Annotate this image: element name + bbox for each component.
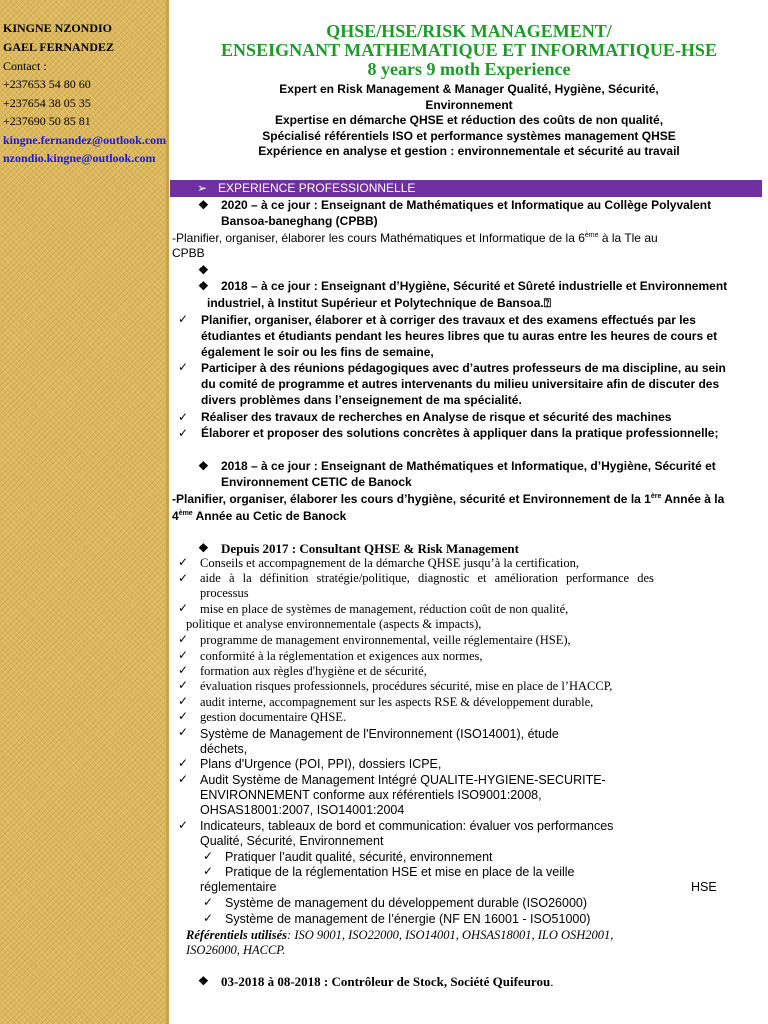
check-icon: ✓ <box>178 818 189 832</box>
references-line2: ISO26000, HACCP. <box>186 943 286 957</box>
phone-3: +237690 50 85 81 <box>3 114 91 128</box>
diamond-icon: ❖ <box>198 541 209 555</box>
exp4-item: gestion documentaire QHSE. <box>200 710 347 724</box>
exp2-bullet1-line1: Planifier, organiser, élaborer et à corriger des travaux et des examens effectués par les <box>201 313 696 327</box>
title-line1: QHSE/HSE/RISK MANAGEMENT/ <box>326 21 612 41</box>
check-icon: ✓ <box>178 709 189 723</box>
summary <box>170 82 768 160</box>
exp4-sub-item: Pratique de la réglementation HSE et mise en place de la veille <box>225 865 575 879</box>
exp4-sub-item: Système de management du développement durable (ISO26000) <box>225 896 588 910</box>
check-icon: ✓ <box>178 632 189 646</box>
check-icon: ✓ <box>178 725 189 739</box>
diamond-icon: ❖ <box>198 263 209 277</box>
exp3-title-line1: 2018 – à ce jour : Enseignant de Mathématiques et Informatique, d’Hygiène, Sécurité et <box>221 459 716 473</box>
exp4-item: Conseils et accompagnement de la démarche QHSE jusqu’à la certification, <box>200 556 580 570</box>
contact-label: Contact : <box>3 59 47 73</box>
exp4-iso-item: Plans d'Urgence (POI, PPI), dossiers ICPE, <box>200 757 442 771</box>
exp4-iso-item: Indicateurs, tableaux de bord et communication: évaluer vos performances <box>200 819 614 833</box>
name-line1: KINGNE NZONDIO <box>3 21 113 35</box>
section-header-experience <box>170 180 762 197</box>
check-icon: ✓ <box>178 410 189 424</box>
check-icon: ✓ <box>178 756 189 770</box>
section-label: EXPERIENCE PROFESSIONNELLE <box>218 181 416 195</box>
exp2-bullet2-line2: du comité de programme et autres intervenants du milieu universitaire afin de discuter des <box>201 377 720 391</box>
check-icon: ✓ <box>178 648 189 662</box>
check-icon: ✓ <box>178 426 189 440</box>
exp1-title-line1: 2020 – à ce jour : Enseignant de Mathématiques et Informatique au Collège Polyvalent <box>221 198 712 212</box>
check-icon: ✓ <box>178 601 189 615</box>
diamond-icon: ❖ <box>198 198 209 212</box>
title-line2: ENSEIGNANT MATHEMATIQUE ET INFORMATIQUE-HSE <box>221 40 717 60</box>
exp4-sub-item: Pratiquer l’audit qualité, sécurité, environnement <box>225 850 493 864</box>
summary-line: Environnement <box>425 97 513 112</box>
exp2-bullet1-line3: également le soir ou les fins de semaine, <box>201 345 434 359</box>
exp4-item: mise en place de systèmes de management, réduction coût de non qualité, <box>200 602 569 616</box>
exp5-title: 03-2018 à 08-2018 : Contrôleur de Stock, Société Quifeurou. <box>221 974 554 989</box>
email-link-1[interactable]: kingne.fernandez@outlook.com <box>3 133 167 147</box>
exp4-item: politique et analyse environnementale (aspects & impacts), <box>186 617 482 631</box>
diamond-icon: ❖ <box>198 279 209 293</box>
exp4-sub-item: HSE <box>691 880 717 894</box>
exp1-desc-line1: -Planifier, organiser, élaborer les cours Mathématiques et Informatique de la 6ème à la Tle au <box>172 231 658 245</box>
exp4-iso-item: déchets, <box>200 742 248 756</box>
check-icon: ✓ <box>203 895 214 909</box>
summary-line: Spécialisé référentiels ISO et performance systèmes management QHSE <box>262 128 676 143</box>
summary-line: Expertise en démarche QHSE et réduction des coûts de non qualité, <box>274 113 664 127</box>
check-icon: ✓ <box>203 911 214 925</box>
exp3-title-line2: Environnement CETIC de Banock <box>221 475 412 489</box>
check-icon: ✓ <box>178 772 189 786</box>
exp3-desc-line2: 4ème Année au Cetic de Banock <box>172 509 347 523</box>
arrow-icon: ➢ <box>197 181 208 195</box>
email-link-2[interactable]: nzondio.kingne@outlook.com <box>3 151 156 165</box>
exp4-item: aide à la définition stratégie/politique, diagnostic et amélioration performance des <box>200 571 654 585</box>
exp4-item: évaluation risques professionnels, procédures sécurité, mise en place de l’HACCP, <box>200 679 613 693</box>
diamond-icon: ❖ <box>198 459 209 473</box>
exp4-item: formation aux règles d'hygiène et de sécurité, <box>200 664 427 678</box>
check-icon: ✓ <box>178 555 189 569</box>
phone-1: +237653 54 80 60 <box>3 77 91 91</box>
exp2-bullet3: Réaliser des travaux de recherches en Analyse de risque et sécurité des machines <box>201 410 672 424</box>
name-line2: GAEL FERNANDEZ <box>3 40 115 54</box>
summary-line: Expérience en analyse et gestion : environnementale et sécurité au travail <box>258 144 680 158</box>
exp4-item: audit interne, accompagnement sur les aspects RSE & développement durable, <box>200 695 594 709</box>
exp2-title-line2: industriel, à Institut Supérieur et Polytechnique de Bansoa.⍰ <box>207 296 551 310</box>
references-line1: Référentiels utilisés: ISO 9001, ISO22000, ISO14001, OHSAS18001, ILO OSH2001, <box>186 928 614 942</box>
exp4-sub-item: réglementaire <box>200 880 277 894</box>
sidebar <box>0 0 166 1024</box>
exp4-iso-item: ENVIRONNEMENT conforme aux référentiels ISO9001:2008, <box>200 788 542 802</box>
exp4-sub-item: Système de management de l’énergie (NF EN 16001 - ISO51000) <box>225 912 591 926</box>
exp4-iso-item: Qualité, Sécurité, Environnement <box>200 834 384 848</box>
summary-line: Expert en Risk Management & Manager Qualité, Hygiène, Sécurité, <box>279 82 659 96</box>
check-icon: ✓ <box>178 571 189 585</box>
exp4-iso-item: Audit Système de Management Intégré QUALITE-HYGIENE-SECURITE- <box>200 773 606 787</box>
exp2-title-line1: 2018 – à ce jour : Enseignant d’Hygiène, Sécurité et Sûreté industrielle et Environnement <box>221 279 728 293</box>
diamond-icon: ❖ <box>198 974 209 988</box>
exp1-title-line2: Bansoa-baneghang (CPBB) <box>221 214 378 228</box>
exp4-item: conformité à la réglementation et exigences aux normes, <box>200 649 483 663</box>
exp4-item: programme de management environnemental, veille réglementaire (HSE), <box>200 633 571 647</box>
check-icon: ✓ <box>203 864 214 878</box>
exp2-bullet2-line3: divers problèmes dans l’enseignement de ma spécialité. <box>201 393 522 407</box>
exp4-item: processus <box>200 586 249 600</box>
check-icon: ✓ <box>178 663 189 677</box>
phone-2: +237654 38 05 35 <box>3 96 91 110</box>
exp3-desc-line1: -Planifier, organiser, élaborer les cours d’hygiène, sécurité et Environnement de la 1ère Année à la <box>172 492 725 506</box>
check-icon: ✓ <box>178 678 189 692</box>
exp2-bullet4: Élaborer et proposer des solutions concrètes à appliquer dans la pratique professionnelle; <box>201 426 719 440</box>
check-icon: ✓ <box>178 694 189 708</box>
exp4-iso-item: OHSAS18001:2007, ISO14001:2004 <box>200 803 405 817</box>
exp4-iso-item: Système de Management de l'Environnement (ISO14001), étude <box>200 727 559 741</box>
exp1-desc-line2: CPBB <box>172 246 205 260</box>
check-icon: ✓ <box>178 312 189 326</box>
exp4-title: Depuis 2017 : Consultant QHSE & Risk Management <box>221 541 519 556</box>
exp2-bullet2-line1: Participer à des réunions pédagogiques avec d’autres professeurs de ma discipline, au sein <box>201 361 726 375</box>
page-title <box>170 22 768 79</box>
title-line3: 8 years 9 moth Experience <box>367 59 571 79</box>
sidebar-divider <box>166 0 169 1024</box>
exp2-bullet1-line2: étudiantes et étudiants pendant les heures libres que tu auras entre les heures de cours et <box>201 329 718 343</box>
check-icon: ✓ <box>178 360 189 374</box>
check-icon: ✓ <box>203 849 214 863</box>
